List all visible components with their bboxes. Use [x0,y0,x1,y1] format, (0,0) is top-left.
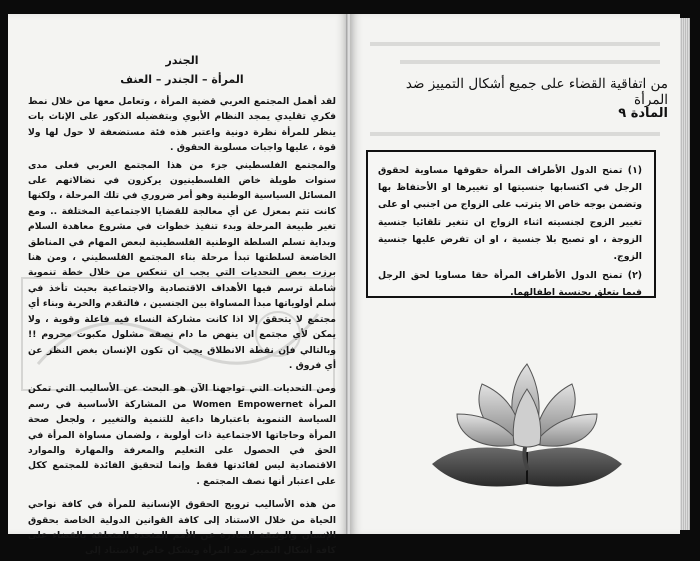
paragraph-3: ومن التحديات التي تواجهنا الآن هو البحث عن الأساليب التي تمكن المرأة Women Empowernet من المشاركة الأساسية في رسم السياسة التنموية باعتبارها داعية للتنمية والتغيير ، ولجعل صحة المرأة وحاجاتها الاجتماعية ذات أولوية ، ولضمان مساواة المرأة في الحق في الحصول على التعليم والمعرفة والمهارة والموارد الاقتصادية ليس لفائدتها فقط وإنما لتحقيق الفائدة للمجتمع ككل على اعتبار أنها نصف المجتمع . [28,383,336,487]
right-page [350,14,680,534]
clause-2: (٢) تمنح الدول الأطراف المرأة حقا مساويا لحق الرجل فيما يتعلق بجنسية اطفالهما. [378,270,642,299]
lotus-flower-illustration [422,344,632,504]
left-page [8,14,348,557]
paragraph-2: والمجتمع الفلسطيني جزء من هذا المجتمع العربي فعلى مدى سنوات طويلة خاض الفلسطينيون يركزون في نضالاتهم على المسائل السياسية الوطنية وهو أمر ضروري في تلك المرحلة ، ولكنها كانت تتم بمعزل عن أي معالجة للقضايا الاجتماعية المختلفة .. ومع تغير طبيعة المرحلة وبدء تنفيذ خطوات في مشروع معاهدة السلام وبداية تسلم السلطة الوطنية الفلسطينية لبعض المهام في المناطق الخاضعة لسلطتها تبدأ مرحلة بناء المجتمع الفلسطيني ، ومن هنا برزت بعض التحديات التي يجب ان تنعكس من خلال خطة تنموية شاملة ترسم فيها الأهداف الاقتصادية والاجتماعية بحيث تأخذ في سلم أولوياتها مبدأ المساواة بين الجنسين ، فالتقدم والحرية وبناء أي مجتمع لا يتحقق إلا اذا كانت مشاركة النساء فيه فاعلة وقوية ، ولا يمكن لأي مجتمع ان ينهض ما دام نصفه مشلول مكبوت محروم !! وبالتالي فإن نقطة الانطلاق يجب ان تكون الإنسان بغض النظر عن أي فروق . [28,159,336,371]
paragraph-1: لقد أهمل المجتمع العربي قضية المرأة ، وتعامل معها من خلال نمط فكري تقليدي يمجد النظام الأبوي وبتفضيله الذكور على الإناث بات ينظر للمرأة نظرة دونية واعتبر هذه فئة مستضعفة لا حول لها ولا قوة ، عليها واجبات مسلوبة الحقوق . [28,96,336,154]
convention-title: من اتفاقية القضاء على جميع أشكال التمييز ضد المرأة [405,76,668,108]
section-heading: الجندر [165,54,199,67]
book-spread [8,14,692,557]
left-page-text [28,54,336,561]
article-number: المادة ٩ [618,106,668,121]
section-subheading: المرأة – الجندر – العنف [120,73,244,86]
article-box [366,150,656,298]
clause-1: (١) تمنح الدول الأطراف المرأة حقوقها مساوية لحقوق الرجل في اكتسابها جنسيتها او تغييرها او الأحتفاظ بها وتضمن بوجه خاص الا يترتب على الزواج من اجنبي او على تغيير الزوج لجنسيته اثناء الزواج ان تتغير تلقائيا جنسية الزوجة ، او تصبح بلا جنسية ، او ان تفرض عليها جنسية الزوج. [378,165,642,263]
page-edges [680,18,690,530]
paragraph-4: من هذه الأساليب ترويج الحقوق الإنسانية للمرأة في كافة نواحي الحياة من خلال الاستناد إلى كافة القوانين الدولية الخاصة بحقوق الإنسان والوثيقة الصادرة عن الأمم المتحدة المتعلقة بالقضاء على كافة أشكال التمييز ضد المرأة وبشكل خاص الاستناد إلى [28,499,336,557]
